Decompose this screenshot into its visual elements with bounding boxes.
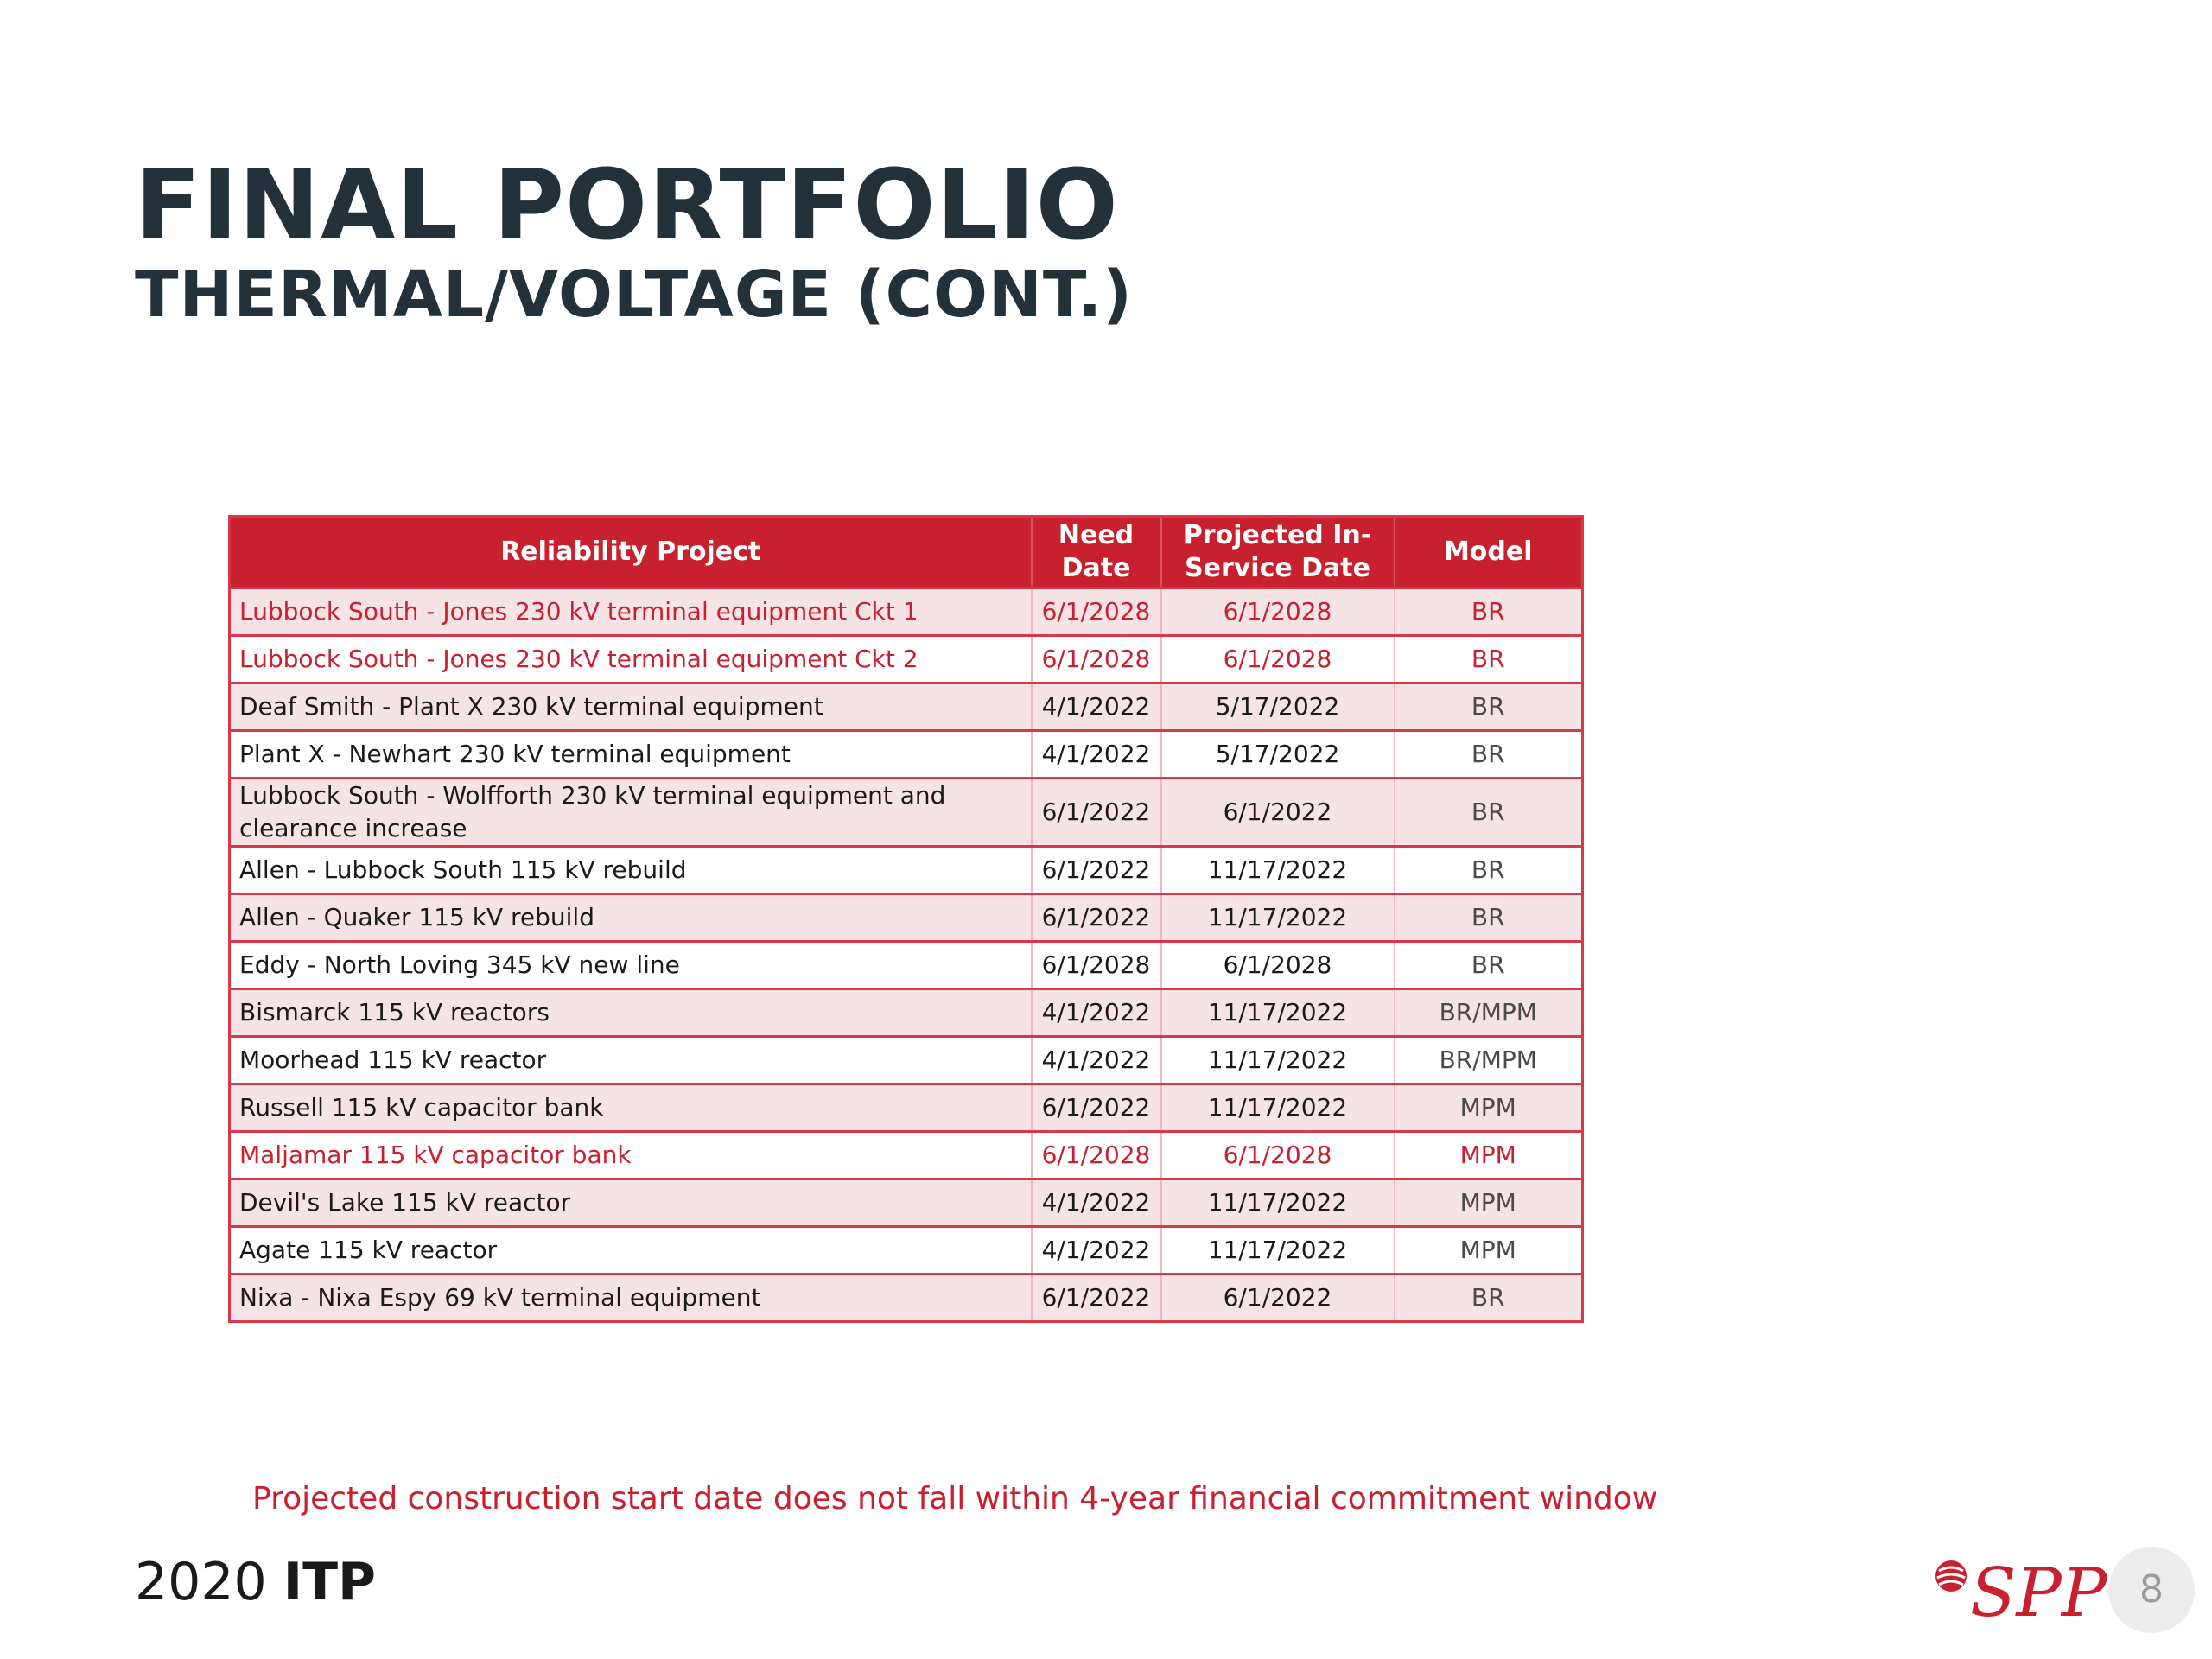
cell-projected-in-service-date: 11/17/2022: [1161, 847, 1395, 894]
cell-projected-in-service-date: 5/17/2022: [1161, 683, 1395, 731]
table-row: [230, 636, 1583, 683]
cell-reliability-project: Moorhead 115 kV reactor: [230, 1037, 1032, 1084]
cell-reliability-project: Nixa - Nixa Espy 69 kV terminal equipment: [230, 1274, 1032, 1322]
footer-itp-label: [135, 1552, 376, 1612]
cell-reliability-project: Russell 115 kV capacitor bank: [230, 1084, 1032, 1132]
footer-itp: ITP: [283, 1552, 377, 1612]
cell-model: BR/MPM: [1395, 989, 1583, 1037]
cell-projected-in-service-date: 6/1/2028: [1161, 588, 1395, 636]
cell-need-date: 6/1/2028: [1032, 1132, 1161, 1179]
reliability-project-table: [228, 515, 1584, 1323]
table-row: [230, 588, 1583, 636]
table-row: [230, 1132, 1583, 1179]
cell-need-date: 6/1/2028: [1032, 588, 1161, 636]
cell-projected-in-service-date: 6/1/2022: [1161, 779, 1395, 847]
table-row: [230, 1084, 1583, 1132]
cell-need-date: 6/1/2022: [1032, 1274, 1161, 1322]
cell-model: BR: [1395, 894, 1583, 942]
header-reliability-project: Reliability Project: [230, 517, 1032, 588]
cell-need-date: 6/1/2028: [1032, 942, 1161, 989]
cell-need-date: 6/1/2028: [1032, 636, 1161, 683]
table-row: [230, 989, 1583, 1037]
slide-title: FINAL PORTFOLIO: [135, 149, 1119, 262]
cell-projected-in-service-date: 5/17/2022: [1161, 731, 1395, 779]
table-row: [230, 1227, 1583, 1274]
cell-model: MPM: [1395, 1132, 1583, 1179]
cell-projected-in-service-date: 6/1/2028: [1161, 1132, 1395, 1179]
cell-projected-in-service-date: 6/1/2028: [1161, 942, 1395, 989]
table-row: [230, 942, 1583, 989]
cell-projected-in-service-date: 6/1/2028: [1161, 636, 1395, 683]
cell-reliability-project: Eddy - North Loving 345 kV new line: [230, 942, 1032, 989]
cell-need-date: 4/1/2022: [1032, 1037, 1161, 1084]
cell-need-date: 4/1/2022: [1032, 683, 1161, 731]
cell-need-date: 4/1/2022: [1032, 989, 1161, 1037]
table-row: [230, 1037, 1583, 1084]
cell-projected-in-service-date: 6/1/2022: [1161, 1274, 1395, 1322]
cell-model: BR: [1395, 942, 1583, 989]
spp-logo-text: SPP: [1970, 1554, 2107, 1632]
table-row: [230, 683, 1583, 731]
cell-projected-in-service-date: 11/17/2022: [1161, 1179, 1395, 1227]
table-row: [230, 779, 1583, 847]
reliability-table-wrapper: [228, 515, 1581, 1323]
cell-model: MPM: [1395, 1179, 1583, 1227]
cell-reliability-project: Plant X - Newhart 230 kV terminal equipment: [230, 731, 1032, 779]
cell-reliability-project: Lubbock South - Jones 230 kV terminal equipment Ckt 1: [230, 588, 1032, 636]
table-header: [230, 517, 1583, 588]
cell-need-date: 6/1/2022: [1032, 779, 1161, 847]
cell-model: BR: [1395, 588, 1583, 636]
header-need-date: Need Date: [1032, 517, 1161, 588]
header-projected-in-service-date: Projected In-Service Date: [1161, 517, 1395, 588]
cell-model: BR/MPM: [1395, 1037, 1583, 1084]
cell-model: MPM: [1395, 1227, 1583, 1274]
cell-need-date: 4/1/2022: [1032, 1227, 1161, 1274]
cell-reliability-project: Agate 115 kV reactor: [230, 1227, 1032, 1274]
cell-need-date: 6/1/2022: [1032, 894, 1161, 942]
table-row: [230, 731, 1583, 779]
table-row: [230, 894, 1583, 942]
cell-need-date: 6/1/2022: [1032, 847, 1161, 894]
spp-logo: [1932, 1545, 2107, 1632]
table-row: [230, 1179, 1583, 1227]
cell-need-date: 4/1/2022: [1032, 731, 1161, 779]
cell-reliability-project: Devil's Lake 115 kV reactor: [230, 1179, 1032, 1227]
cell-model: MPM: [1395, 1084, 1583, 1132]
cell-projected-in-service-date: 11/17/2022: [1161, 1227, 1395, 1274]
footer-year: 2020: [135, 1552, 267, 1612]
cell-need-date: 6/1/2022: [1032, 1084, 1161, 1132]
table-body: [230, 588, 1583, 1322]
cell-reliability-project: Allen - Quaker 115 kV rebuild: [230, 894, 1032, 942]
cell-reliability-project: Allen - Lubbock South 115 kV rebuild: [230, 847, 1032, 894]
cell-model: BR: [1395, 683, 1583, 731]
header-model: Model: [1395, 517, 1583, 588]
cell-model: BR: [1395, 779, 1583, 847]
table-row: [230, 847, 1583, 894]
cell-projected-in-service-date: 11/17/2022: [1161, 1037, 1395, 1084]
footnote: Projected construction start date does not fall within 4-year financial commitment window: [252, 1481, 1658, 1516]
table-header-row: [230, 517, 1583, 588]
cell-reliability-project: Maljamar 115 kV capacitor bank: [230, 1132, 1032, 1179]
cell-projected-in-service-date: 11/17/2022: [1161, 989, 1395, 1037]
slide-subtitle: THERMAL/VOLTAGE (CONT.): [135, 257, 1134, 332]
cell-need-date: 4/1/2022: [1032, 1179, 1161, 1227]
cell-model: BR: [1395, 731, 1583, 779]
page-number: 8: [2108, 1547, 2195, 1633]
table-row: [230, 1274, 1583, 1322]
cell-reliability-project: Bismarck 115 kV reactors: [230, 989, 1032, 1037]
slide-title-block: [135, 149, 1134, 332]
cell-model: BR: [1395, 1274, 1583, 1322]
cell-reliability-project: Deaf Smith - Plant X 230 kV terminal equipment: [230, 683, 1032, 731]
cell-model: BR: [1395, 847, 1583, 894]
cell-projected-in-service-date: 11/17/2022: [1161, 1084, 1395, 1132]
spp-logo-mark-icon: [1936, 1560, 1967, 1592]
cell-reliability-project: Lubbock South - Wolfforth 230 kV terminal equipment and clearance increase: [230, 779, 1032, 847]
cell-reliability-project: Lubbock South - Jones 230 kV terminal equipment Ckt 2: [230, 636, 1032, 683]
cell-model: BR: [1395, 636, 1583, 683]
cell-projected-in-service-date: 11/17/2022: [1161, 894, 1395, 942]
